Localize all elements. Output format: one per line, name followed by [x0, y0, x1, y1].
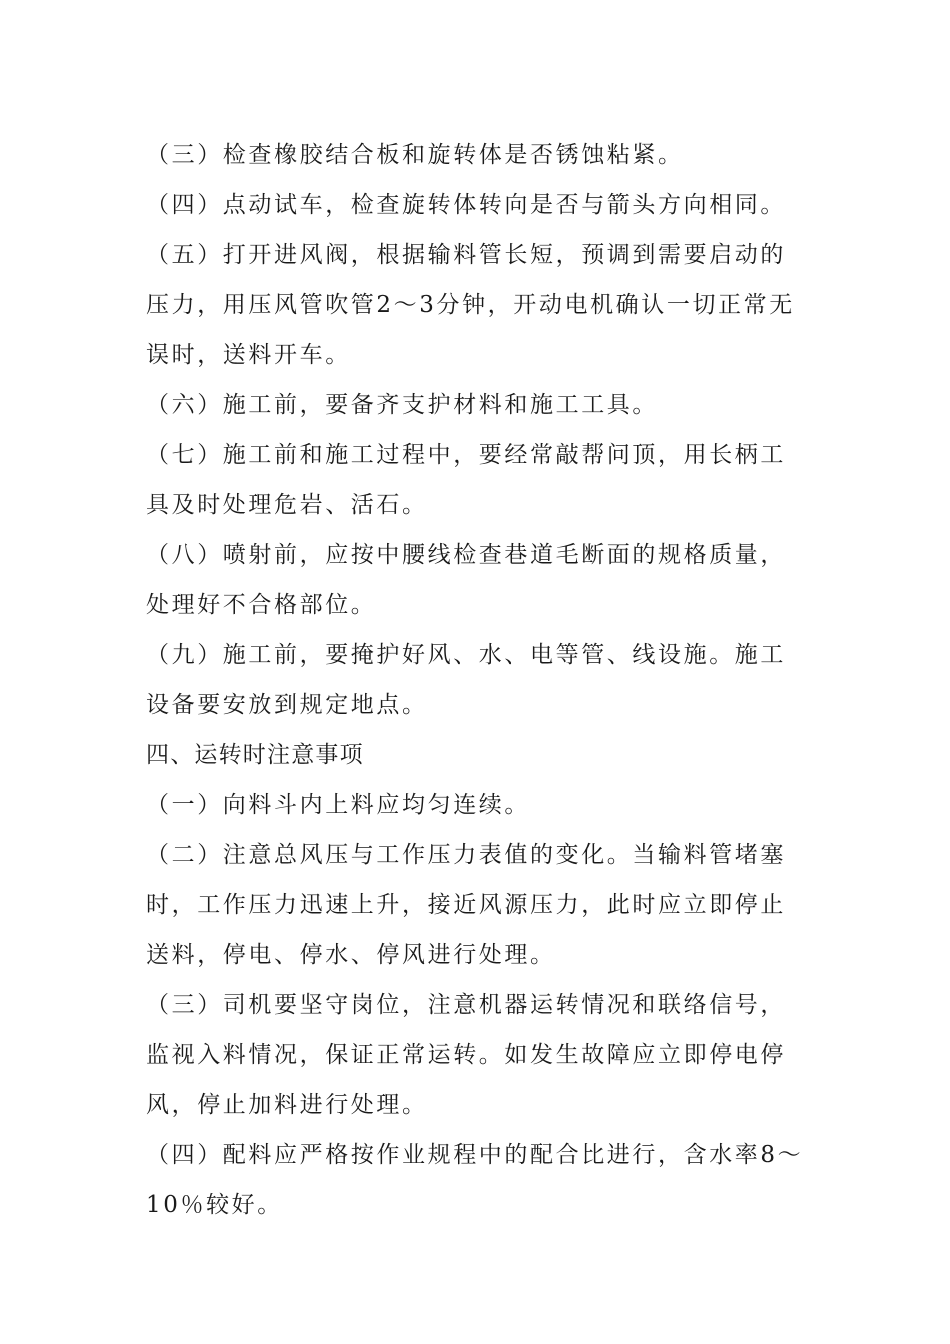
paragraph-trial-run: （四）点动试车，检查旋转体转向是否与箭头方向相同。 [146, 192, 786, 218]
paragraph-check-section: （八）喷射前，应按中腰线检查巷道毛断面的规格质量，处理好不合格部位。 [146, 542, 786, 618]
paragraph-knock-roof: （七）施工前和施工过程中，要经常敲帮问顶，用长柄工具及时处理危岩、活石。 [146, 442, 786, 518]
paragraph-open-air-valve: （五）打开进风阀，根据输料管长短，预调到需要启动的压力，用压风管吹管2～3分钟，开动电机确认一切正常无误时，送料开车。 [146, 242, 795, 368]
paragraph-protect-facilities: （九）施工前，要掩护好风、水、电等管、线设施。施工设备要安放到规定地点。 [146, 642, 786, 718]
section-heading-operation-notes: 四、运转时注意事项 [146, 742, 364, 768]
paragraph-pressure-changes: （二）注意总风压与工作压力表值的变化。当输料管堵塞时，工作压力迅速上升，接近风源压力，此时应立即停止送料，停电、停水、停风进行处理。 [146, 842, 786, 968]
paragraph-mix-ratio: （四）配料应严格按作业规程中的配合比进行，含水率8～10％较好。 [146, 1142, 804, 1218]
paragraph-feed-evenly: （一）向料斗内上料应均匀连续。 [146, 792, 530, 818]
paragraph-prepare-materials: （六）施工前，要备齐支护材料和施工工具。 [146, 392, 658, 418]
paragraph-operator-duties: （三）司机要坚守岗位，注意机器运转情况和联络信号，监视入料情况，保证正常运转。如发生故障应立即停电停风，停止加料进行处理。 [146, 992, 786, 1118]
paragraph-check-rubber-plate: （三）检查橡胶结合板和旋转体是否锈蚀粘紧。 [146, 142, 684, 168]
document-body [146, 130, 810, 1230]
